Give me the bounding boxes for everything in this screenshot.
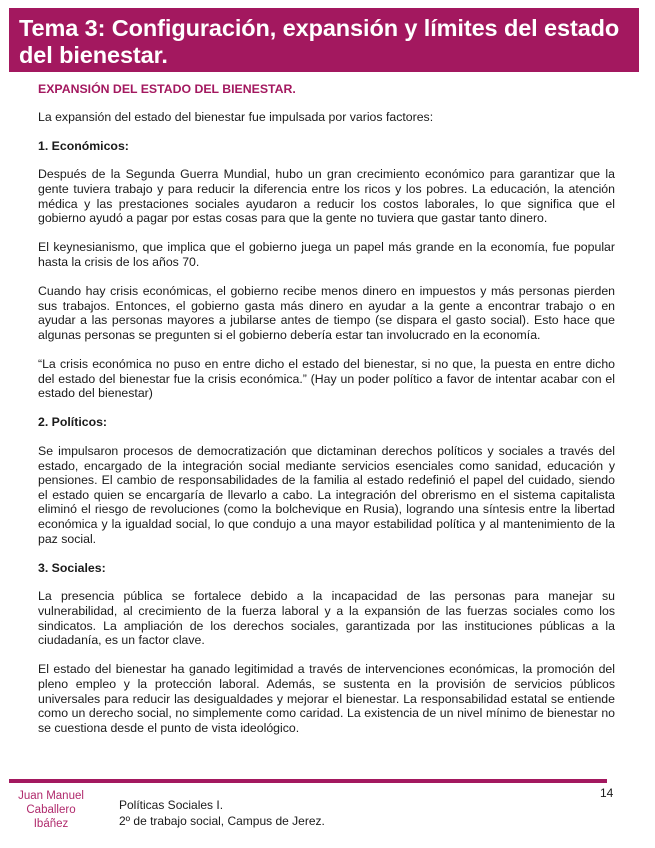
document-body — [38, 82, 615, 750]
footer-course-info — [119, 797, 325, 829]
author-line: Ibáñez — [33, 818, 69, 830]
author-line: Caballero — [26, 804, 76, 816]
paragraph: Después de la Segunda Guerra Mundial, hubo un gran crecimiento económico para garantizar que la gente tuviera trabajo y para reducir la diferencia entre los ricos y los pobres. La educación, la atención médica y las prestaciones sociales ayudaron a reducir los costos laborales, lo que significa que el gobierno ayudó a pagar por estas cosas para que la gente no tuviera que gastar tanto dinero. — [38, 167, 615, 226]
paragraph: El keynesianismo, que implica que el gobierno juega un papel más grande en la economía, fue popular hasta la crisis de los años 70. — [38, 240, 615, 269]
author-line: Juan Manuel — [18, 790, 84, 802]
paragraph: La presencia pública se fortalece debido a la incapacidad de las personas para manejar su vulnerabilidad, al crecimiento de la fuerza laboral y a la expansión de las fuerzas sociales como los sindicatos. La ampliación de los derechos sociales, garantizada por las instituciones públicas a la ciudadanía, es un factor clave. — [38, 589, 615, 648]
heading-politicos: 2. Políticos: — [38, 415, 108, 430]
page-title: Tema 3: Configuración, expansión y límites del estado del bienestar. — [19, 15, 620, 68]
title-banner — [9, 8, 639, 72]
heading-sociales: 3. Sociales: — [38, 560, 106, 575]
page-number: 14 — [600, 786, 614, 800]
intro-paragraph: La expansión del estado del bienestar fue impulsada por varios factores: — [38, 109, 434, 124]
paragraph: Cuando hay crisis económicas, el gobierno recibe menos dinero en impuestos y más personas pierden sus trabajos. Entonces, el gobierno gasta más dinero en ayudar a la gente a encontrar trabajo o en ayudar a las personas mayores a jubilarse antes de tiempo (se dispara el gasto social). Esto hace que algunas personas se pregunten si el gobierno debería estar tan involucrado en la economía. — [38, 284, 615, 342]
author-name — [12, 789, 90, 831]
program-name: 2º de trabajo social, Campus de Jerez. — [119, 814, 325, 828]
heading-economicos: 1. Económicos: — [38, 138, 129, 153]
course-name: Políticas Sociales I. — [119, 798, 224, 812]
section-title: EXPANSIÓN DEL ESTADO DEL BIENESTAR. — [38, 82, 296, 96]
quote-paragraph: “La crisis económica no puso en entre dicho el estado del bienestar, si no que, la puesta en entre dicho del estado del bienestar fue la crisis económica.” (Hay un poder político a favor de intentar acabar con el estado del bienestar) — [38, 357, 615, 401]
paragraph: El estado del bienestar ha ganado legitimidad a través de intervenciones económicas, la promoción del pleno empleo y la protección laboral. Además, se sustenta en la provisión de servicios públicos universales para reducir las desigualdades y mejorar el bienestar. La responsabilidad estatal se entiende como un derecho social, no simplemente como caridad. La existencia de un nivel mínimo de bienestar no se cuestiona desde el punto de vista ideológico. — [38, 662, 615, 735]
footer-divider — [9, 779, 607, 783]
paragraph: Se impulsaron procesos de democratización que dictaminan derechos políticos y sociales a través del estado, encargado de la integración social mediante servicios esenciales como sanidad, educación y pensiones. El cambio de responsabilidades de la familia al estado redefinió el papel del cuidado, siendo el estado quien se encargaría de llevarlo a cabo. La integración del obrerismo en el sistema capitalista eliminó el riesgo de revoluciones (como la bolchevique en Rusia), logrando una síntesis entre la libertad económica y la igualdad social, lo que condujo a una mayor estabilidad política y al mantenimiento de la paz social. — [38, 444, 615, 546]
